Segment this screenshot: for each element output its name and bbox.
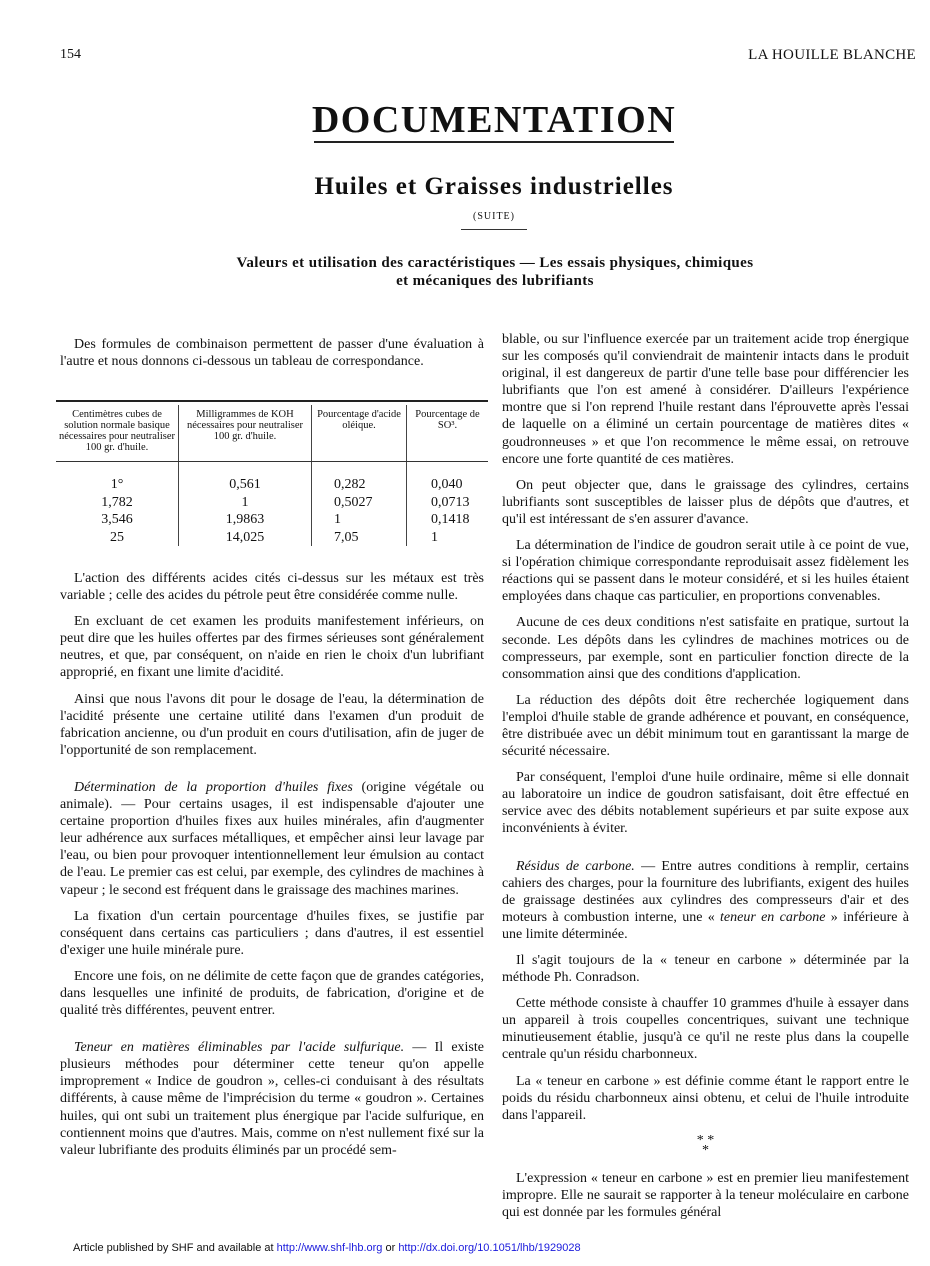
body-paragraph	[60, 779, 484, 899]
table-cell: 14,025	[179, 529, 312, 547]
table-cell: 1,782	[101, 494, 133, 510]
page-number: 154	[60, 47, 81, 62]
correspondence-table	[56, 405, 488, 546]
table-cell: 1	[407, 529, 489, 547]
paragraph-text: — Il existe plusieurs méthodes pour déterminer cette teneur qu'on appelle improprement « Indice de goudron », celles-ci conduisant à des résultats différents, à cause même de l'imprécision du terme « goudron ». Certaines huiles, qui ont subi un traitement plus énergique par l'acide sulfurique, en contiennent moins que d'autres. Mais, comme on n'est nullement fixé sur la valeur lubrifiante des produits éliminés par un procédé sem-	[60, 1040, 484, 1158]
body-paragraph: En excluant de cet examen les produits manifestement inférieurs, on peut dire que les huiles offertes par des firmes sérieuses sont généralement neutres, et que, par conséquent, on n'aide en rien le choix d'un lubrifiant approprié, en fixant une limite d'acidité.	[60, 614, 484, 681]
suite-underline	[461, 229, 527, 230]
page-header	[50, 47, 916, 67]
subtitle-line-1: Valeurs et utilisation des caractéristiques — Les essais physiques, chimiques	[236, 255, 754, 271]
body-paragraph: L'expression « teneur en carbone » est en premier lieu manifestement impropre. Elle ne saurait se rapporter à la teneur moléculaire en carbone qui est donnée par les formules général	[502, 1170, 909, 1221]
footer-middle: or	[382, 1242, 399, 1254]
table-cell: 0,5027	[312, 494, 407, 512]
table-cell: 0,1418	[407, 511, 489, 529]
table-cell: 25	[110, 529, 124, 545]
table-header-cell: Pourcentage de SO³.	[407, 405, 489, 462]
table-row	[56, 494, 488, 512]
left-column-intro	[60, 336, 484, 370]
section-title: DOCUMENTATION	[311, 99, 677, 141]
paragraph-italic: teneur en carbone	[720, 909, 826, 925]
body-paragraph: Il s'agit toujours de la « teneur en carbone » déterminée par la méthode Ph. Conradson.	[502, 953, 909, 986]
right-column	[502, 331, 909, 1221]
left-column-body	[60, 570, 484, 1159]
table-header-cell: Centimètres cubes de solution normale basique nécessaires pour neutraliser 100 gr. d'huile.	[56, 405, 179, 462]
body-paragraph	[60, 1039, 484, 1159]
body-paragraph: La fixation d'un certain pourcentage d'huiles fixes, se justifie par conséquent dans certains cas particuliers ; dans d'autres, il est essentiel d'exiger une huile minérale pure.	[60, 908, 484, 958]
table-header-row	[56, 405, 488, 462]
table-row	[56, 511, 488, 529]
journal-name: LA HOUILLE BLANCHE	[748, 47, 916, 63]
body-paragraph: Par conséquent, l'emploi d'une huile ordinaire, même si elle donnait au laboratoire un indice de goudron satisfaisant, doit être effectué en service avec des débits notablement supérieurs et par suite expose aux inconvénients à éviter.	[502, 770, 909, 837]
footer-link-shf[interactable]: http://www.shf-lhb.org	[276, 1242, 383, 1254]
intro-paragraph: Des formules de combinaison permettent de passer d'une évaluation à l'autre et nous donnons ci-dessous un tableau de correspondance.	[60, 337, 484, 370]
paragraph-text: (origine végétale ou animale). — Pour certains usages, il est indispensable d'ajouter une certaine proportion d'huiles fixes aux huiles minérales, afin d'augmenter leur adhérence aux surfaces métalliques, et empêcher ainsi leur lavage par l'eau, ou bien pour provoquer intentionnellement leur émulsion au contact de l'eau. Le premier cas est celui, par exemple, des cylindres de machines à vapeur ; le second est fréquent dans le graissage des machines marines.	[60, 779, 484, 898]
paragraph-lead: Résidus de carbone.	[516, 858, 635, 874]
article-title: Huiles et Graisses industrielles	[314, 173, 674, 200]
article-subtitle	[130, 254, 860, 290]
table-row	[56, 476, 488, 494]
paragraph-lead: Teneur en matières éliminables par l'acide sulfurique.	[74, 1040, 405, 1056]
title-underline	[314, 141, 674, 143]
paragraph-text: — Entre autres conditions à remplir, certains cahiers des charges, pour la fourniture des lubrifiants, exigent des huiles de graissage destinées aux cylindres des compresseurs d'air et des moteurs à combustion interne, une «	[502, 858, 909, 925]
paragraph-lead: Détermination de la proportion d'huiles fixes	[74, 779, 353, 795]
footer-link-doi[interactable]: http://dx.doi.org/10.1051/lhb/1929028	[398, 1242, 581, 1254]
body-paragraph: La détermination de l'indice de goudron serait utile à ce point de vue, si l'opération chimique correspondante reproduisait assez fidèlement les réactions qui se passent dans le moteur considéré, et si les huiles étaient employées dans chaque cas particulier, en proportions convenables.	[502, 538, 909, 605]
table-cell: 1,9863	[179, 511, 312, 529]
page-footer	[73, 1242, 581, 1254]
table-header-cell: Milligrammes de KOH nécessaires pour neutraliser 100 gr. d'huile.	[179, 405, 312, 462]
body-paragraph: On peut objecter que, dans le graissage des cylindres, certains lubrifiants sont susceptibles de laisser plus de dépôts que d'autres, et qu'il est intéressant de s'en assurer d'avance.	[502, 477, 909, 527]
table-cell: 7,05	[312, 529, 407, 547]
body-paragraph: La réduction des dépôts doit être recherchée logiquement dans l'emploi d'huile stable de grande adhérence et pouvant, en conséquence, être distribuée avec un débit minimum tout en garantissant la marge de sécurité nécessaire.	[502, 692, 909, 760]
table-cell: 0,0713	[407, 494, 489, 512]
body-paragraph: Cette méthode consiste à chauffer 10 grammes d'huile à essayer dans un appareil à trois coupelles concentriques, suivant une technique minutieusement établie, jusqu'à ce qu'il ne reste plus dans la coupelle centrale qu'un résidu charbonneux.	[502, 996, 909, 1063]
body-paragraph: La « teneur en carbone » est définie comme étant le rapport entre le poids du résidu charbonneux ainsi obtenu, et celui de l'huile introduite dans l'appareil.	[502, 1073, 909, 1123]
body-paragraph: Aucune de ces deux conditions n'est satisfaite en pratique, surtout la seconde. Les dépôts dans les cylindres de machines motrices ou de compresseurs, par exemple, sont en particulier fonction directe de la consommation ainsi que des conditions d'application.	[502, 615, 909, 682]
table-cell: 0,561	[179, 476, 312, 494]
body-paragraph: Ainsi que nous l'avons dit pour le dosage de l'eau, la détermination de l'acidité présente une certaine utilité dans l'examen d'un produit de fabrication ancienne, ou d'un produit en cours d'utilisation, afin de juger de l'opportunité de son remplacement.	[60, 691, 484, 758]
table-cell: 3,546	[101, 512, 133, 527]
table-header-cell: Pourcentage d'acide oléique.	[312, 405, 407, 462]
suite-label: (SUITE)	[473, 211, 515, 222]
table-cell: 1	[179, 494, 312, 512]
subtitle-line-2: et mécaniques des lubrifiants	[396, 273, 594, 289]
table-cell: 1°	[110, 477, 124, 492]
table-row	[56, 529, 488, 547]
section-dinkus: * * *	[696, 1132, 715, 1158]
body-paragraph: blable, ou sur l'influence exercée par un traitement acide trop énergique sur les composés qu'il conviendrait de maintenir intacts dans le produit original, il est dangereux de partir d'une telle base pour différencier les lubrifiants que l'on est amené à considérer. D'ailleurs l'expérience montre que si l'on reprend l'huile restant dans l'éprouvette après l'essai de laquelle on a éliminé un certain pourcentage de matières dites « goudronneuses » et que l'on recommence le même essai, on retrouve encore une forte quantité de ces matières.	[502, 332, 909, 467]
body-paragraph	[502, 858, 909, 943]
body-paragraph: L'action des différents acides cités ci-dessus sur les métaux est très variable ; celle des acides du pétrole peut être considérée comme nulle.	[60, 571, 484, 604]
table-cell: 0,040	[407, 476, 489, 494]
table-top-rule	[56, 400, 488, 402]
table-cell: 1	[312, 511, 407, 529]
footer-prefix: Article published by SHF and available at	[73, 1242, 277, 1254]
table-cell: 0,282	[312, 476, 407, 494]
paragraph-text: » inférieure à une limite déterminée.	[502, 909, 910, 942]
body-paragraph: Encore une fois, on ne délimite de cette façon que de grandes catégories, dans lesquelles une infinité de produits, de fabrication, d'origine et de qualité très différentes, peuvent entrer.	[60, 968, 484, 1019]
